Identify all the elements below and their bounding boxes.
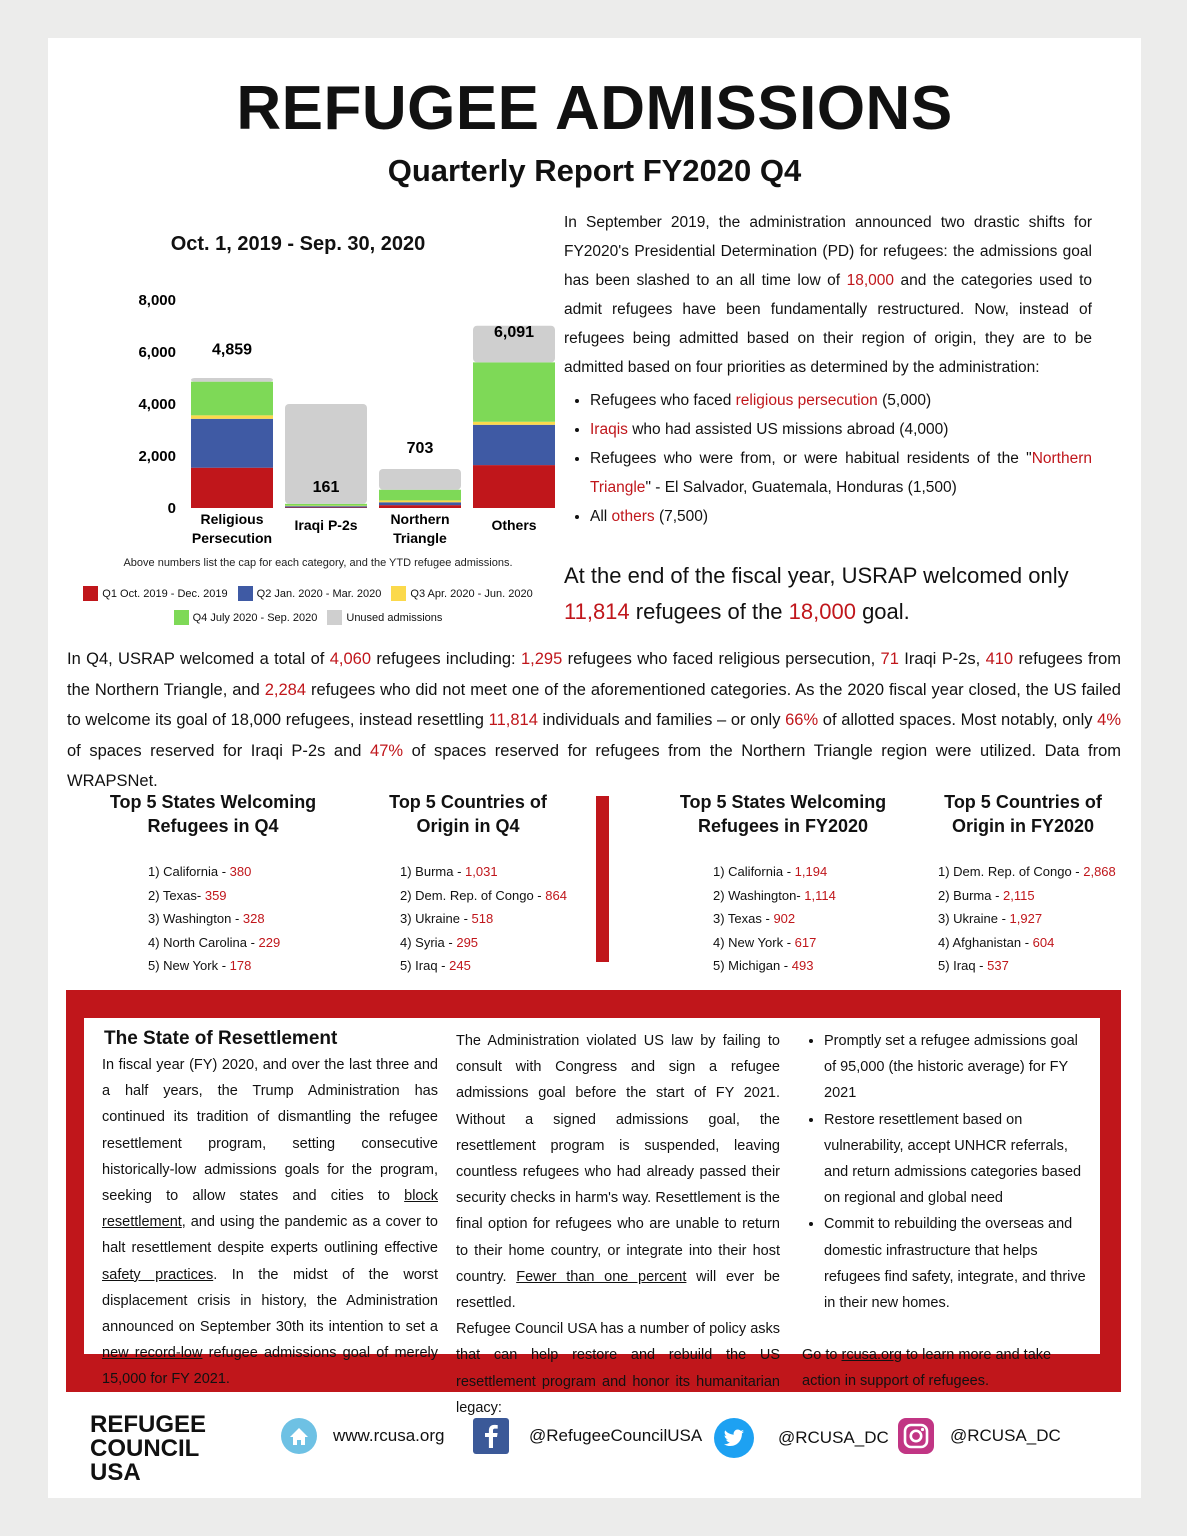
list-item: 1) Burma - 1,031 [400,864,498,879]
y-tick-label: 2,000 [138,448,176,465]
bar-segment [473,465,555,508]
twitter-contact[interactable] [714,1418,889,1458]
new-record-low-link[interactable]: new record-low [102,1345,203,1362]
section-divider [596,796,609,962]
list-item: 2) Burma - 2,115 [938,887,1035,903]
list-item: 2) Dem. Rep. of Congo - 864 [400,887,567,903]
report-page [48,38,1141,1498]
bar-segment [379,505,461,508]
priority-item: • Iraqis who had assisted US missions abroad (4,000) [590,415,1092,444]
policy-ask-item: • Promptly set a refugee admissions goal of 95,000 (the historic average) for FY 2021 [824,1028,1088,1107]
resettlement-paragraph: The Administration violated US law by failing to consult with Congress and sign a refugee admissions goal before the start of FY 2021. Without a signed admissions goal, the resettlement program is suspended, leaving countless refugees who had already passed their security checks in harm's way. Resettlement is the final option for refugees who are unable to return to their home country, or integrate into their host country. Fewer than one percent will ever be resettled. [456,1033,780,1312]
ranked-list [713,860,903,978]
list-item: 3) Ukraine - 1,927 [938,911,1043,926]
list-item: 1) California - 380 [148,864,252,879]
bar-segment [473,362,555,421]
x-tick-label: Triangle [393,530,447,546]
top-countries-q4 [368,790,568,978]
chart-note: Above numbers list the cap for each category, and the YTD refugee admissions. [123,557,513,569]
list-title: Top 5 States Welcoming Refugees in Q4 [109,792,317,836]
list-title: Top 5 States Welcoming Refugees in FY2020 [679,792,887,836]
bar-segment [191,378,273,382]
x-tick-label: Others [491,517,537,533]
bar-segment [191,419,273,468]
x-tick-label: Iraqi P-2s [294,517,358,533]
resettlement-col-1 [102,1028,438,1393]
fewer-than-one-percent-link[interactable]: Fewer than one percent [516,1268,687,1285]
resettlement-col-3 [802,1028,1088,1395]
policy-ask-item: • Commit to rebuilding the overseas and domestic infrastructure that helps refugees find safety, integrate, and thrive in their new homes. [824,1211,1088,1316]
list-item: 2) Texas- 359 [148,887,227,903]
list-title: Top 5 Countries of Origin in FY2020 [944,792,1102,836]
resettlement-paragraph: Refugee Council USA has a number of policy asks that can help restore and rebuild the US resettlement program and honor its humanitarian legacy: [456,1321,781,1416]
bar-segment [473,425,555,465]
top-countries-fy2020 [928,790,1118,978]
legend-label: Q2 Jan. 2020 - Mar. 2020 [256,587,382,600]
rcusa-logo: REFUGEE COUNCIL USA [90,1411,207,1486]
list-item: 1) California - 1,194 [713,864,828,879]
ranked-list [148,860,328,978]
list-title: Top 5 Countries of Origin in Q4 [389,792,547,836]
list-item: 2) Washington- 1,114 [713,887,836,903]
bar-segment [285,504,367,506]
legend-swatch [238,586,253,601]
list-item: 5) Iraq - 245 [400,958,471,973]
legend-label: Unused admissions [346,611,443,624]
list-item: 3) Texas - 902 [713,911,796,926]
intro-paragraph: In September 2019, the administration announced two drastic shifts for FY2020's Presidential Determination (PD) for refugees: the admissions goal has been slashed to an all time low of 18,000 and the categories used to admit refugees have been fundamentally restructured. Now, instead of refugees being admitted based on their region of origin, they are to be admitted based on four priorities as determined by the administration: [564,214,1093,376]
home-icon [281,1418,317,1454]
y-tick-label: 4,000 [138,396,176,413]
block-resettlement-link[interactable]: block resettlement [102,1188,438,1231]
bar-segment [191,382,273,416]
priority-item: • Refugees who faced religious persecution (5,000) [590,386,1092,415]
bar-total-label: 161 [312,478,340,496]
page-title: REFUGEE ADMISSIONS [236,74,953,143]
y-tick-label: 6,000 [138,344,176,361]
twitter-icon [714,1418,754,1458]
y-tick-label: 8,000 [138,292,176,309]
bar-segment [379,469,461,490]
legend-label: Q3 Apr. 2020 - Jun. 2020 [410,587,533,600]
legend-label: Q1 Oct. 2019 - Dec. 2019 [102,587,228,600]
legend-item [391,586,532,601]
resettlement-heading: The State of Resettlement [104,1028,338,1049]
priority-item: • Refugees who were from, or were habitual residents of the "Northern Triangle" - El Salvador, Guatemala, Honduras (1,500) [590,444,1092,502]
facebook-handle: @RefugeeCouncilUSA [529,1426,703,1445]
legend-item [83,586,227,601]
x-tick-label: Persecution [191,530,273,546]
bar-segment [191,415,273,418]
call-to-action: Go to rcusa.org to learn more and take action in support of refugees. [802,1347,1052,1390]
priority-list [590,386,1092,531]
admissions-chart [88,283,537,563]
policy-asks-list [824,1028,1088,1316]
list-item: 3) Ukraine - 518 [400,911,494,926]
list-item: 3) Washington - 328 [148,911,265,926]
priority-item: • All others (7,500) [590,502,1092,531]
list-item: 4) North Carolina - 229 [148,934,281,950]
page-subtitle: Quarterly Report FY2020 Q4 [387,153,802,188]
y-tick-label: 0 [167,500,176,517]
x-tick-label: Northern [390,511,450,527]
list-item: 4) New York - 617 [713,934,817,950]
safety-practices-link[interactable]: safety practices [102,1266,214,1283]
chart-title: Oct. 1, 2019 - Sep. 30, 2020 [170,233,426,255]
bar-segment [191,468,273,508]
legend-swatch [391,586,406,601]
top-states-fy2020 [663,790,903,978]
instagram-icon [898,1418,934,1454]
resettlement-paragraph: In fiscal year (FY) 2020, and over the last three and a half years, the Trump Administration has continued its tradition of dismantling the refugee resettlement program, setting consecutive historically-low admissions goals for the program, seeking to allow states and cities to block resettlement, and using the pandemic as a cover to halt resettlement despite experts outlining effective safety practices. In the midst of the worst displacement crisis in history, the Administration announced on September 30th its intention to set a new record-low refugee admissions goal of merely 15,000 for FY 2021. [102,1057,438,1388]
website-contact[interactable] [281,1418,444,1454]
facebook-contact[interactable] [473,1418,702,1454]
legend-item [238,586,382,601]
bar-segment [473,422,555,425]
bar-segment [285,506,367,507]
policy-ask-item: • Restore resettlement based on vulnerability, accept UNHCR referrals, and return admissions categories based on regional and global need [824,1107,1088,1212]
bar-segment [379,502,461,505]
list-item: 1) Dem. Rep. of Congo - 2,868 [938,864,1116,879]
list-item: 4) Syria - 295 [400,934,479,950]
x-tick-label: Religious [200,511,264,527]
list-item: 5) Iraq - 537 [938,958,1009,973]
legend-swatch [83,586,98,601]
legend-item [174,610,318,625]
legend-swatch [327,610,342,625]
bar-segment [379,500,461,502]
instagram-handle: @RCUSA_DC [950,1426,1061,1445]
resettlement-col-2 [456,1028,780,1421]
resettlement-box [66,990,1121,1416]
bar-total-label: 6,091 [493,324,535,341]
chart-legend [68,586,548,634]
bar-total-label: 703 [406,440,434,457]
legend-swatch [174,610,189,625]
legend-label: Q4 July 2020 - Sep. 2020 [192,611,318,624]
fiscal-year-summary: At the end of the fiscal year, USRAP welcomed only 11,814 refugees of the 18,000 goal. [564,563,1069,624]
list-item: 5) Michigan - 493 [713,958,814,973]
bar-segment [285,506,367,507]
list-item: 4) Afghanistan - 604 [938,934,1055,950]
resettlement-box-inner [84,1018,1100,1416]
instagram-contact[interactable] [898,1418,1061,1454]
twitter-handle: @RCUSA_DC [778,1428,889,1447]
facebook-icon [473,1418,509,1454]
website-text: www.rcusa.org [333,1426,445,1445]
bar-segment [379,490,461,501]
q4-summary-paragraph: In Q4, USRAP welcomed a total of 4,060 refugees including: 1,295 refugees who faced religious persecution, 71 Iraqi P-2s, 410 refugees from the Northern Triangle, and 2,284 refugees who did not meet one of the aforementioned categories. As the 2020 fiscal year closed, the US failed to welcome its goal of 18,000 refugees, instead resettling 11,814 individuals and families – or only 66% of allotted spaces. Most notably, only 4% of spaces reserved for Iraqi P-2s and 47% of spaces reserved for refugees from the Northern Triangle region were utilized. Data from WRAPSNet. [67,650,1122,790]
ranked-list [400,860,568,978]
bar-segment [285,507,367,508]
bar-total-label: 4,859 [211,341,253,359]
intro-text [564,208,1092,531]
top-states-q4 [98,790,328,978]
list-item: 5) New York - 178 [148,958,252,973]
rcusa-link[interactable]: rcusa.org [841,1347,902,1364]
ranked-list [938,860,1118,978]
legend-item [327,610,442,625]
